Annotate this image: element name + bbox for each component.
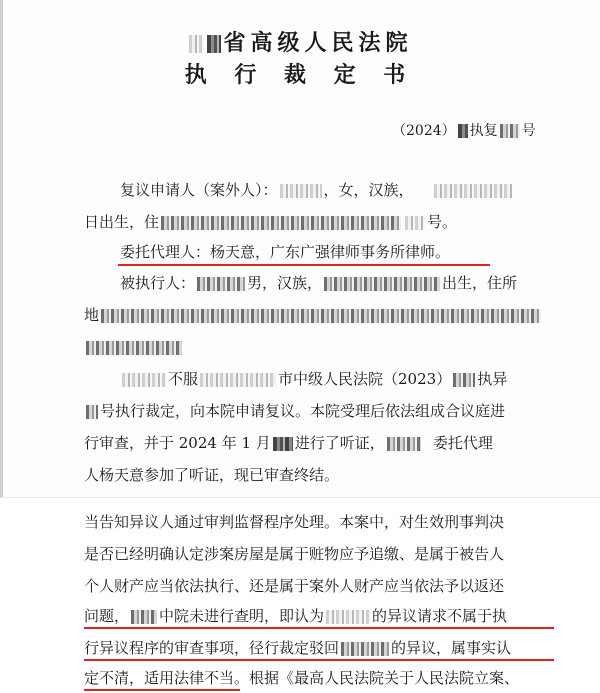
redacted-province-2 (207, 35, 221, 53)
redacted-court-city (131, 610, 157, 624)
para3-text-d: 行异议程序的审查事项，径行裁定驳回 (84, 639, 340, 657)
para3-line-1: 当告知异议人通过审判监督程序处理。本案中，对生效刑事判决 (84, 513, 505, 531)
para2-text-a: 不服 (168, 370, 199, 388)
respondent-info: 男，汉族， (247, 274, 323, 292)
redacted-applicant-name (280, 184, 322, 198)
para2-text-d: 号执行裁定，向本院申请复议。本院受理后依法组成合议庭进 (100, 402, 506, 420)
respondent-line-1 (120, 273, 517, 293)
redacted-objector-2 (341, 642, 389, 656)
applicant-info: ，女，汉族， (323, 181, 414, 199)
redacted-province-1 (189, 35, 203, 53)
case-no-prefix: （2024） (392, 123, 456, 139)
applicant-line-1 (120, 180, 514, 200)
respondent-addr-prefix: 地 (84, 306, 100, 324)
applicant-line-2 (84, 212, 457, 232)
redacted-birthdate (434, 184, 512, 198)
para2-text-e: 行审查，并于 2024 年 1 月 (84, 434, 271, 452)
para3-text-e: 的异议，属事实认 (391, 639, 512, 657)
para2-text-b: 市中级人民法院（2023） (278, 370, 452, 388)
para2-line-2 (84, 401, 505, 421)
applicant-birth-text: 日出生，住 (84, 213, 160, 231)
para3-underline-3 (84, 689, 240, 691)
para3-line-2: 是否已经明确认定涉案房屋是属于赃物应予追缴、是属于被告人 (84, 545, 505, 563)
agent-line: 委托代理人：杨天意，广东广强律师事务所律师。 (120, 243, 451, 261)
para2-line-1 (120, 369, 507, 389)
redacted-city (200, 373, 276, 387)
para3-text-a: 问题， (84, 607, 130, 625)
applicant-label: 复议申请人（案外人）： (120, 181, 278, 199)
para3-text-c: 的异议请求不属于执 (372, 607, 508, 625)
redacted-applicant-ref (387, 437, 421, 451)
para2-text-f: 进行了听证， (294, 434, 385, 452)
court-name-line (0, 26, 600, 57)
para2-line-3 (84, 433, 493, 453)
respondent-label: 被执行人： (120, 274, 196, 292)
redacted-respondent-address-cont (86, 341, 182, 355)
redacted-respondent-birth (324, 277, 440, 291)
redacted-address (161, 216, 401, 230)
para2-text-g: 委托代理 (432, 434, 493, 452)
para3-line-3: 个人财产应当依法执行、还是属于案外人财产应当依法予以返还 (84, 577, 505, 595)
redacted-ruling-number (86, 405, 98, 419)
redacted-case-court (458, 124, 468, 138)
doc-title: 执 行 裁 定 书 (184, 62, 416, 88)
respondent-line-2 (84, 305, 543, 325)
respondent-line-3 (84, 337, 184, 357)
redacted-respondent-address (101, 309, 541, 323)
redacted-address-no (405, 216, 425, 230)
redacted-day (273, 437, 293, 451)
applicant-address-end: 号。 (427, 213, 458, 231)
para3-line-5 (84, 638, 511, 658)
agent-underline (118, 264, 490, 266)
para2-line-4: 人杨天意参加了听证，现已审查终结。 (84, 466, 340, 484)
para3-underline-2 (84, 659, 554, 661)
case-no-mid: 执复 (469, 123, 498, 139)
redacted-party-name (122, 373, 166, 387)
redacted-court-code (453, 373, 475, 387)
redacted-objector (326, 610, 370, 624)
redacted-case-number (500, 124, 520, 138)
page-break (0, 497, 600, 498)
para3-line-4 (84, 606, 507, 626)
para3-line-6: 定不清，适用法律不当。根据《最高人民法院关于人民法院立案、 (84, 669, 520, 687)
para3-text-b: 中院未进行查明，即认为 (159, 607, 325, 625)
redacted-respondent-name (197, 277, 245, 291)
case-no-suffix: 号 (521, 123, 536, 139)
court-name: 省高级人民法院 (223, 30, 413, 56)
para3-underline-1 (84, 627, 554, 629)
case-number (392, 121, 536, 141)
para2-text-c: 执异 (477, 370, 508, 388)
respondent-domicile: 出生，住所 (442, 274, 518, 292)
